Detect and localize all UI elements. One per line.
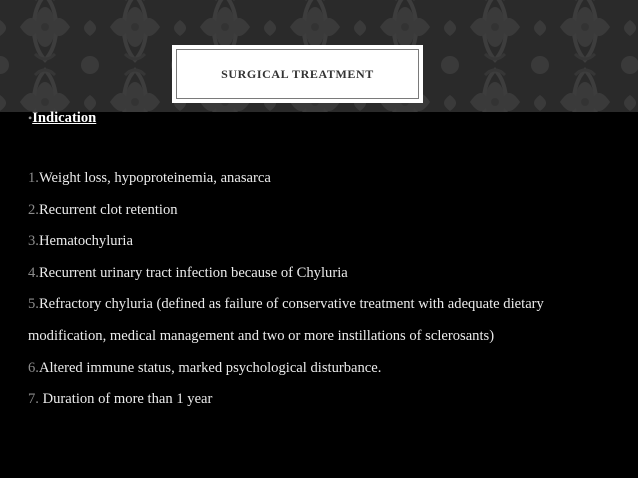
list-item-number: 6. [28,359,39,376]
list-item-number: 4. [28,264,39,281]
list-item [28,195,618,227]
list-item-number: 1. [28,170,39,186]
list-item-text: Altered immune status, marked psychological disturbance. [38,359,382,376]
title-box [172,45,423,103]
list-item [28,353,618,385]
title-box-inner-border [176,49,419,99]
list-item [28,163,618,195]
list-item [28,226,618,258]
list-item [28,258,618,290]
list-item-number: 7. [28,391,43,408]
list-item-text: Duration of more than 1 year [42,391,213,408]
slide-title: SURGICAL TREATMENT [221,66,374,81]
section-label: Indication [32,110,97,126]
list-item-text: Hematochyluria [38,233,133,250]
list-item-number: 2. [28,201,39,218]
list-item-text: Refractory chyluria (defined as failure of conservative treatment with adequate dietary modification, medical management and two or more instillations of sclerosants) [28,296,544,344]
list-item-number: 5. [28,296,39,313]
indication-list [28,163,618,416]
list-item-text: Recurrent urinary tract infection because of Chyluria [38,264,348,281]
list-item-text: Weight loss, hypoproteinemia, anasarca [38,170,271,186]
list-item-text: Recurrent clot retention [38,201,178,218]
list-item [28,289,618,352]
list-item-number: 3. [28,233,39,250]
list-item [28,384,618,416]
bullet-icon: • [28,111,33,125]
section-heading [28,110,96,127]
